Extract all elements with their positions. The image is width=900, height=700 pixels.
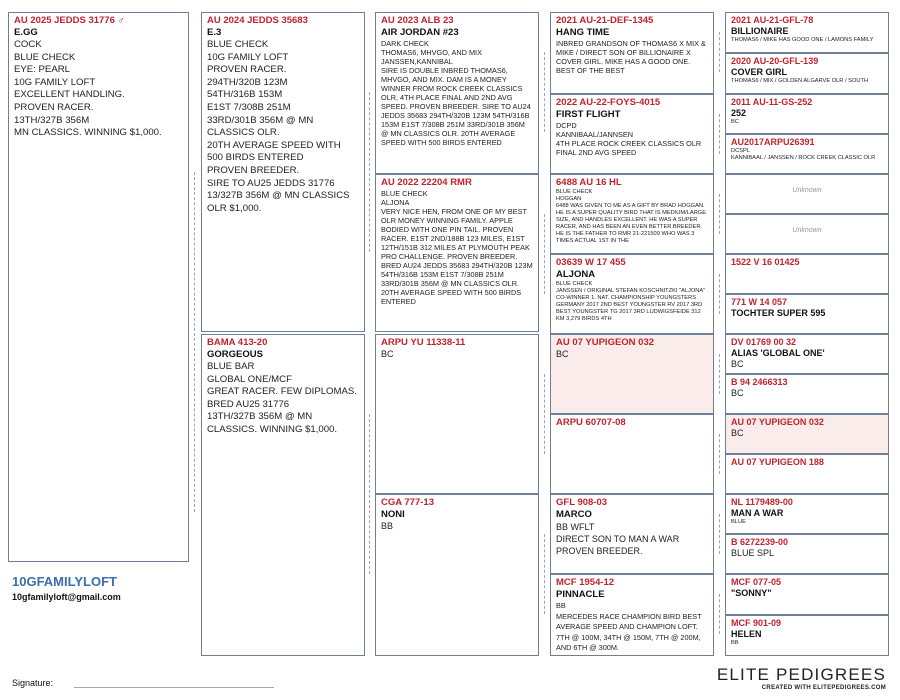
gen5-description: THOMAS6 / MIX / GOLDEN ALGARVE OLR / SOUTH	[731, 78, 869, 84]
unknown-label: Unknown	[792, 227, 822, 234]
gen5-card	[725, 534, 889, 574]
gen5-card	[725, 574, 889, 615]
gen5-card	[725, 94, 889, 134]
subject-line: MN CLASSICS. WINNING $1,000.	[14, 127, 162, 139]
gen3-id: AU 2022 22204 RMR	[381, 177, 472, 188]
sire-description: BLUE CHECK 10G FAMILY LOFT PROVEN RACER. 294TH/320B 123M 54TH/316B 153M E1ST 7/308B 251M 33RD/301B 356M @ MN CLASSICS OLR. 20TH AVERAGE SPEED WITH 500 BIRDS ENTERED PROVEN BREEDER. SIRE TO AU25 JEDDS 31776 13/327B 356M @ MN CLASSICS OLR $1,000.	[207, 39, 350, 214]
sire-id: AU 2024 JEDDS 35683	[207, 15, 308, 26]
gen4-id: 2021 AU-21-DEF-1345	[556, 15, 654, 26]
gen4-name: PINNACLE	[556, 589, 605, 600]
connector-line	[544, 214, 545, 294]
gen5-card	[725, 334, 889, 374]
gen5-card	[725, 12, 889, 53]
gen3-card	[375, 494, 539, 656]
gen3-id: AU 2023 ALB 23	[381, 15, 454, 26]
gen4-description: BLUE CHECK JANSSEN / ORIGINAL STEFAN KOSCHNITZKI "ALJONA" CO-WINNER 1. NAT. CHAMPIONSHIP YOUNGSTERS GERMANY 2017 2ND BEST YOUNGSTER RV 2017 3RD BEST YOUNGSTER TG 2017 3RD LUDWIGSFEIDE 312 KM 3,279 BIRDS 4TH	[556, 281, 706, 322]
gen4-card	[550, 12, 714, 94]
subject-line: PROVEN RACER.	[14, 101, 94, 113]
gen5-id: 1522 V 16 01425	[731, 257, 800, 267]
signature-line	[74, 687, 274, 688]
connector-line	[719, 354, 720, 394]
gen4-id: 2022 AU-22-FOYS-4015	[556, 97, 661, 108]
connector-line	[369, 92, 370, 252]
dam-id: BAMA 413-20	[207, 337, 268, 348]
gen5-id: 771 W 14 057	[731, 297, 788, 307]
subject-name: E.GG	[14, 27, 38, 38]
gen4-description: BB WFLT DIRECT SON TO MAN A WAR PROVEN BREEDER.	[556, 522, 680, 556]
gen5-description: THOMAS6 / MIKE HAS GOOD ONE / LAMONS FAMILY	[731, 37, 874, 43]
connector-line	[369, 414, 370, 574]
gen5-card	[725, 494, 889, 534]
connector-line	[719, 114, 720, 154]
gen3-card	[375, 174, 539, 332]
subject-line: BLUE CHECK	[14, 51, 76, 63]
connector-line	[544, 374, 545, 454]
gen4-description: BB MERCEDES RACE CHAMPION BIRD BEST AVERAGE SPEED AND CHAMPION LOFT. 7TH @ 100M, 34TH @ 150M, 7TH @ 200M, AND 6TH @ 300M.	[556, 601, 702, 652]
dam-name: GORGEOUS	[207, 349, 263, 360]
subject-id: AU 2025 JEDDS 31776 ♂	[14, 15, 125, 26]
gen3-name: NONI	[381, 509, 405, 520]
connector-line	[719, 514, 720, 554]
gen4-card	[550, 174, 714, 254]
dam-card	[201, 334, 365, 656]
gen3-description: BC	[381, 349, 394, 359]
gen3-id: ARPU YU 11338-11	[381, 337, 466, 348]
connector-line	[544, 52, 545, 132]
dam-description: BLUE BAR GLOBAL ONE/MCF GREAT RACER. FEW DIPLOMAS. BRED AU25 31776 13TH/327B 356M @ MN CLASSICS. WINNING $1,000.	[207, 361, 357, 435]
gen5-description: BLUE	[731, 519, 746, 525]
loft-email[interactable]: 10gfamilyloft@gmail.com	[12, 592, 121, 602]
elite-subtitle: CREATED WITH ELITEPEDIGREES.COM	[761, 685, 886, 691]
gen4-card	[550, 414, 714, 494]
gen5-card	[725, 134, 889, 174]
connector-line	[544, 534, 545, 614]
subject-line: COCK	[14, 39, 42, 50]
subject-line: 13TH/327B 356M	[14, 114, 90, 126]
elite-title: ELITE PEDIGREES	[716, 665, 886, 684]
gen5-name: TOCHTER SUPER 595	[731, 308, 826, 318]
signature-label: Signature:	[12, 678, 54, 688]
gen5-name: COVER GIRL	[731, 67, 788, 77]
gen5-card	[725, 53, 889, 94]
subject-line: EXCELLENT HANDLING.	[14, 89, 125, 101]
gen3-card	[375, 334, 539, 494]
gen5-name: "SONNY"	[731, 588, 772, 598]
gen4-name: MARCO	[556, 509, 592, 520]
gen5-name: MAN A WAR	[731, 508, 784, 518]
gen5-card	[725, 454, 889, 494]
gen4-id: ARPU 60707-08	[556, 417, 626, 428]
gen3-description: BLUE CHECK ALJONA VERY NICE HEN, FROM ONE OF MY BEST OLR MONEY WINNING FAMILY. APPLE BODIED WITH ONE PIN TAIL. PROVEN RACER. E1ST 2ND/188B 123 MILES, E1ST 12TH/151B 312 MILES AT PLYMOUTH PEAK PRO CHALLENGE. PROVEN BREEDER. BRED AU24 JEDDS 35683 294TH/320B 123M 54TH/316B 153M E1ST 7/308B 251M 33RD/301B 356M @ MN CLASSICS OLR. 20TH AVERAGE SPEED WITH 500 BIRDS ENTERED	[381, 189, 533, 306]
gen5-id: AU 07 YUPIGEON 032	[731, 417, 824, 427]
gen4-id: 6488 AU 16 HL	[556, 177, 622, 188]
gen5-id: MCF 077-05	[731, 577, 782, 587]
gen4-id: MCF 1954-12	[556, 577, 615, 588]
gen5-card	[725, 294, 889, 334]
connector-line	[719, 32, 720, 72]
gen3-card	[375, 12, 539, 174]
gen5-card-unknown	[725, 214, 889, 254]
gen5-card	[725, 254, 889, 294]
connector-line	[194, 172, 195, 512]
gen5-name: HELEN	[731, 629, 762, 639]
gen5-id: AU2017ARPU26391	[731, 137, 815, 147]
gen4-card	[550, 494, 714, 574]
gen3-description: BB	[381, 521, 394, 531]
gen3-id: CGA 777-13	[381, 497, 434, 508]
connector-line	[719, 194, 720, 234]
elite-pedigrees-logo	[717, 665, 886, 691]
gen4-card	[550, 94, 714, 174]
gen5-id: NL 1179489-00	[731, 497, 793, 507]
gen5-description: DCSPL KANNIBAAL / JANSSEN / ROCK CREEK CLASSIC OLR	[731, 148, 876, 161]
gen3-description: DARK CHECK THOMAS6, MHVGO, AND MIX JANSSEN,KANNIBAL SIRE IS DOUBLE INBRED THOMAS6, MHVGO, AND MIX. DAM IS A MONEY WINNER FROM ROCK CREEK CLASSICS OLR, 4TH PLACE FINAL AND 2ND AVG SPEED. PROVEN BREEDER. SIRE TO AU24 JEDDS 35683 294TH/320B 123M 54TH/316B 153M E1ST 7/308B 251M 33RD/301B 356M @ MN CLASSICS OLR. 20TH AVERAGE SPEED WITH 500 BIRDS ENTERED	[381, 39, 531, 147]
gen4-description: BLUE CHECK HOGGAN 6488 WAS GIVEN TO ME AS A GIFT BY BRAD HOGGAN. HE IS A SUPER QUALITY BIRD THAT IS MEDIUM/LARGE SIZE, AND HANDLES EXCELLENT. HE WAS A SUPER RACER, AND HAS BEEN AN EVEN BETTER BREEDER. HE IS THE FATHER TO RMR 21-221509 WHO WAS 3 TIMES ACTUAL 1ST IN THE	[556, 189, 707, 244]
unknown-label: Unknown	[792, 187, 822, 194]
gen5-card-unknown	[725, 174, 889, 214]
gen5-name: ALIAS 'GLOBAL ONE'	[731, 348, 825, 358]
gen5-card-highlighted	[725, 414, 889, 454]
gen4-card-highlighted	[550, 334, 714, 414]
gen5-id: B 94 2466313	[731, 377, 788, 387]
loft-name: 10GFAMILYLOFT	[12, 574, 117, 589]
gen5-description: BC	[731, 359, 744, 369]
gen4-card	[550, 574, 714, 656]
sire-card	[201, 12, 365, 332]
gen4-description: DCPD KANNIBAAL/JANNSEN 4TH PLACE ROCK CREEK CLASSICS OLR FINAL 2ND AVG SPEED	[556, 121, 702, 157]
loft-branding	[12, 574, 121, 602]
connector-line	[719, 434, 720, 474]
subject-card	[8, 12, 189, 562]
gen5-card	[725, 374, 889, 414]
gen5-description: BLUE SPL	[731, 548, 775, 558]
connector-line	[719, 274, 720, 314]
gen5-id: MCF 901-09	[731, 618, 782, 628]
gen5-name: BILLIONAIRE	[731, 26, 789, 36]
gen5-card	[725, 615, 889, 656]
gen5-description: BC	[731, 119, 739, 125]
gen4-card	[550, 254, 714, 334]
gen4-id: 03639 W 17 455	[556, 257, 626, 268]
connector-line	[719, 594, 720, 634]
gen5-description: BC	[731, 388, 744, 398]
gen5-id: 2020 AU-20-GFL-139	[731, 56, 819, 66]
gen5-description: BC	[731, 428, 744, 438]
gen5-id: AU 07 YUPIGEON 188	[731, 457, 824, 467]
gen5-id: 2011 AU-11-GS-252	[731, 97, 813, 107]
gen5-description: BB	[731, 640, 739, 646]
gen4-name: ALJONA	[556, 269, 596, 280]
gen4-id: AU 07 YUPIGEON 032	[556, 337, 655, 348]
subject-line: EYE: PEARL	[14, 64, 70, 76]
gen4-id: GFL 908-03	[556, 497, 608, 508]
sire-name: E.3	[207, 27, 222, 38]
gen4-name: FIRST FLIGHT	[556, 109, 621, 120]
gen4-description: INBRED GRANDSON OF THOMAS6 X MIX & MIKE / DIRECT SON OF BILLIONAIRE X COVER GIRL. MIKE HAS A GOOD ONE. BEST OF THE BEST	[556, 39, 706, 75]
subject-line: 10G FAMILY LOFT	[14, 76, 96, 88]
gen5-id: DV 01769 00 32	[731, 337, 797, 347]
gen5-name: 252	[731, 108, 747, 118]
gen5-id: 2021 AU-21-GFL-78	[731, 15, 814, 25]
gen5-id: B 6272239-00	[731, 537, 789, 547]
gen4-description: BC	[556, 349, 569, 359]
gen3-name: AIR JORDAN #23	[381, 27, 459, 38]
gen4-name: HANG TIME	[556, 27, 610, 38]
